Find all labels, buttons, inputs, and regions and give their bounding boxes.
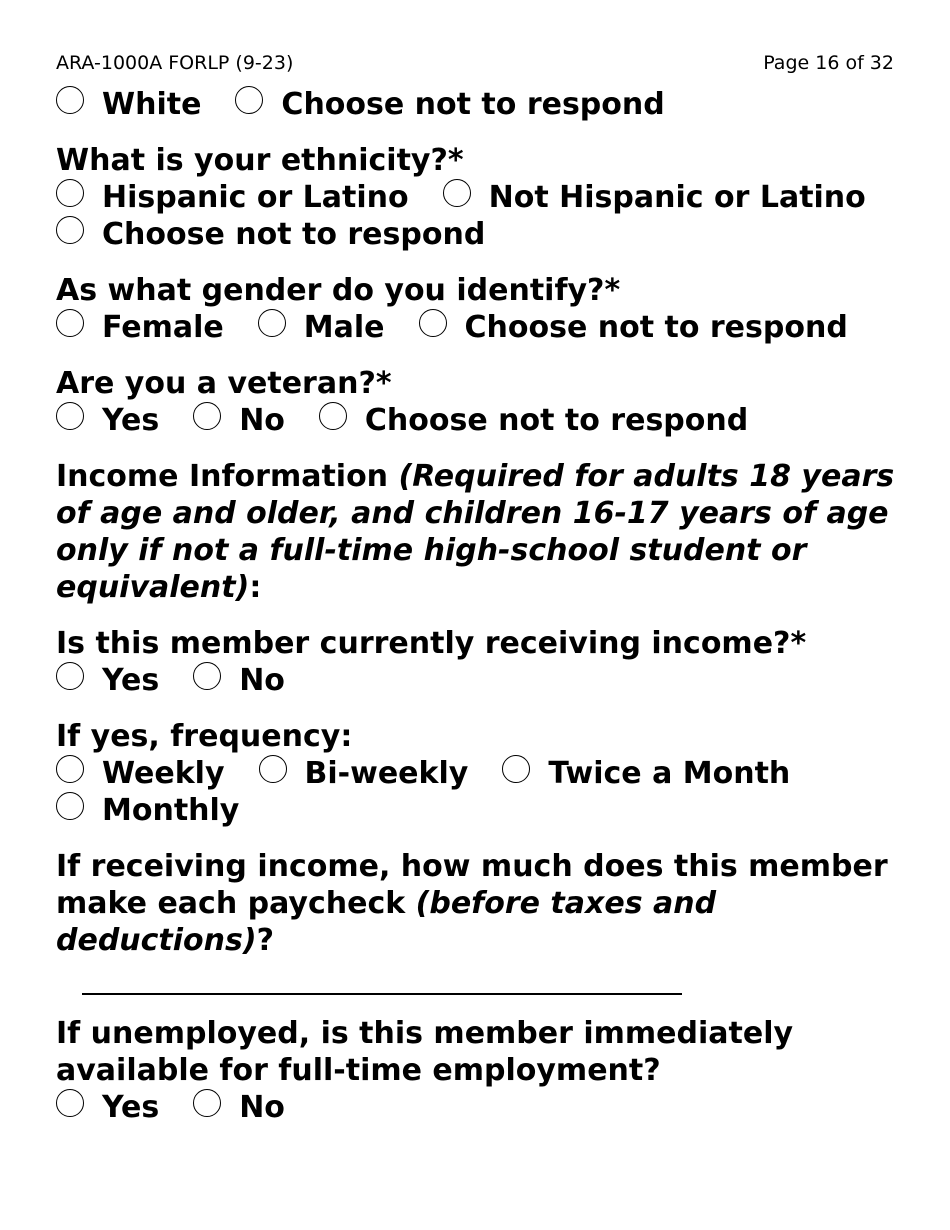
race-white-option[interactable]: White xyxy=(56,87,201,122)
page-number: Page 16 of 32 xyxy=(763,52,894,74)
ethnicity-choose-not-option[interactable]: Choose not to respond xyxy=(56,217,485,252)
income-info-heading xyxy=(56,458,896,606)
paycheck-question xyxy=(56,848,896,996)
veteran-options xyxy=(56,402,896,439)
gender-male-option[interactable]: Male xyxy=(258,310,385,345)
receiving-income-yes-option[interactable]: Yes xyxy=(56,663,159,698)
veteran-choose-not-option[interactable]: Choose not to respond xyxy=(319,403,748,438)
income-info-suffix: : xyxy=(249,570,262,605)
income-info-note: (Required for adults 18 years of age and older, and children 16-17 years of age only if not a full-time high-school student or equivalent) xyxy=(56,459,895,605)
radio-button[interactable] xyxy=(259,755,287,783)
gender-choose-not-option[interactable]: Choose not to respond xyxy=(419,310,848,345)
gender-options xyxy=(56,309,896,346)
frequency-options-row1 xyxy=(56,755,896,792)
radio-button[interactable] xyxy=(56,402,84,430)
frequency-twice-month-option[interactable]: Twice a Month xyxy=(502,756,790,791)
paycheck-question-text: If receiving income, how much does this member make each paycheck xyxy=(56,849,888,921)
radio-button[interactable] xyxy=(193,1089,221,1117)
race-choose-not-option[interactable]: Choose not to respond xyxy=(235,87,664,122)
unemployed-yes-option[interactable]: Yes xyxy=(56,1090,159,1125)
paycheck-question-italic: (before taxes and deductions) xyxy=(56,886,717,958)
radio-button[interactable] xyxy=(56,179,84,207)
ethnicity-not-hispanic-option[interactable]: Not Hispanic or Latino xyxy=(443,180,866,215)
unemployed-no-option[interactable]: No xyxy=(193,1090,285,1125)
radio-button[interactable] xyxy=(258,309,286,337)
veteran-question: Are you a veteran?* xyxy=(56,366,392,401)
unemployed-options xyxy=(56,1089,896,1126)
frequency-question: If yes, frequency: xyxy=(56,719,353,754)
frequency-options-row2 xyxy=(56,792,896,829)
income-info-label: Income Information xyxy=(56,459,399,494)
receiving-income-options xyxy=(56,662,896,699)
veteran-no-option[interactable]: No xyxy=(193,403,285,438)
frequency-biweekly-option[interactable]: Bi-weekly xyxy=(259,756,469,791)
radio-button[interactable] xyxy=(56,792,84,820)
frequency-monthly-option[interactable]: Monthly xyxy=(56,793,239,828)
form-id: ARA-1000A FORLP (9-23) xyxy=(56,52,294,74)
ethnicity-question: What is your ethnicity?* xyxy=(56,143,464,178)
frequency-weekly-option[interactable]: Weekly xyxy=(56,756,225,791)
ethnicity-hispanic-option[interactable]: Hispanic or Latino xyxy=(56,180,409,215)
radio-button[interactable] xyxy=(443,179,471,207)
paycheck-amount-field[interactable] xyxy=(82,993,682,995)
radio-button[interactable] xyxy=(193,662,221,690)
gender-female-option[interactable]: Female xyxy=(56,310,224,345)
radio-button[interactable] xyxy=(56,755,84,783)
race-options xyxy=(56,86,896,123)
radio-button[interactable] xyxy=(56,662,84,690)
page-header xyxy=(56,52,894,74)
radio-button[interactable] xyxy=(235,86,263,114)
form-content xyxy=(56,86,896,1126)
radio-button[interactable] xyxy=(56,1089,84,1117)
radio-button[interactable] xyxy=(419,309,447,337)
ethnicity-options-row2 xyxy=(56,216,896,253)
unemployed-question: If unemployed, is this member immediately available for full-time employment? xyxy=(56,1016,794,1088)
veteran-yes-option[interactable]: Yes xyxy=(56,403,159,438)
receiving-income-no-option[interactable]: No xyxy=(193,663,285,698)
radio-button[interactable] xyxy=(56,216,84,244)
radio-button[interactable] xyxy=(502,755,530,783)
radio-button[interactable] xyxy=(56,86,84,114)
radio-button[interactable] xyxy=(193,402,221,430)
ethnicity-options-row1 xyxy=(56,179,896,216)
radio-button[interactable] xyxy=(319,402,347,430)
paycheck-question-end: ? xyxy=(256,923,275,958)
receiving-income-question: Is this member currently receiving income?* xyxy=(56,626,807,661)
gender-question: As what gender do you identify?* xyxy=(56,273,621,308)
radio-button[interactable] xyxy=(56,309,84,337)
